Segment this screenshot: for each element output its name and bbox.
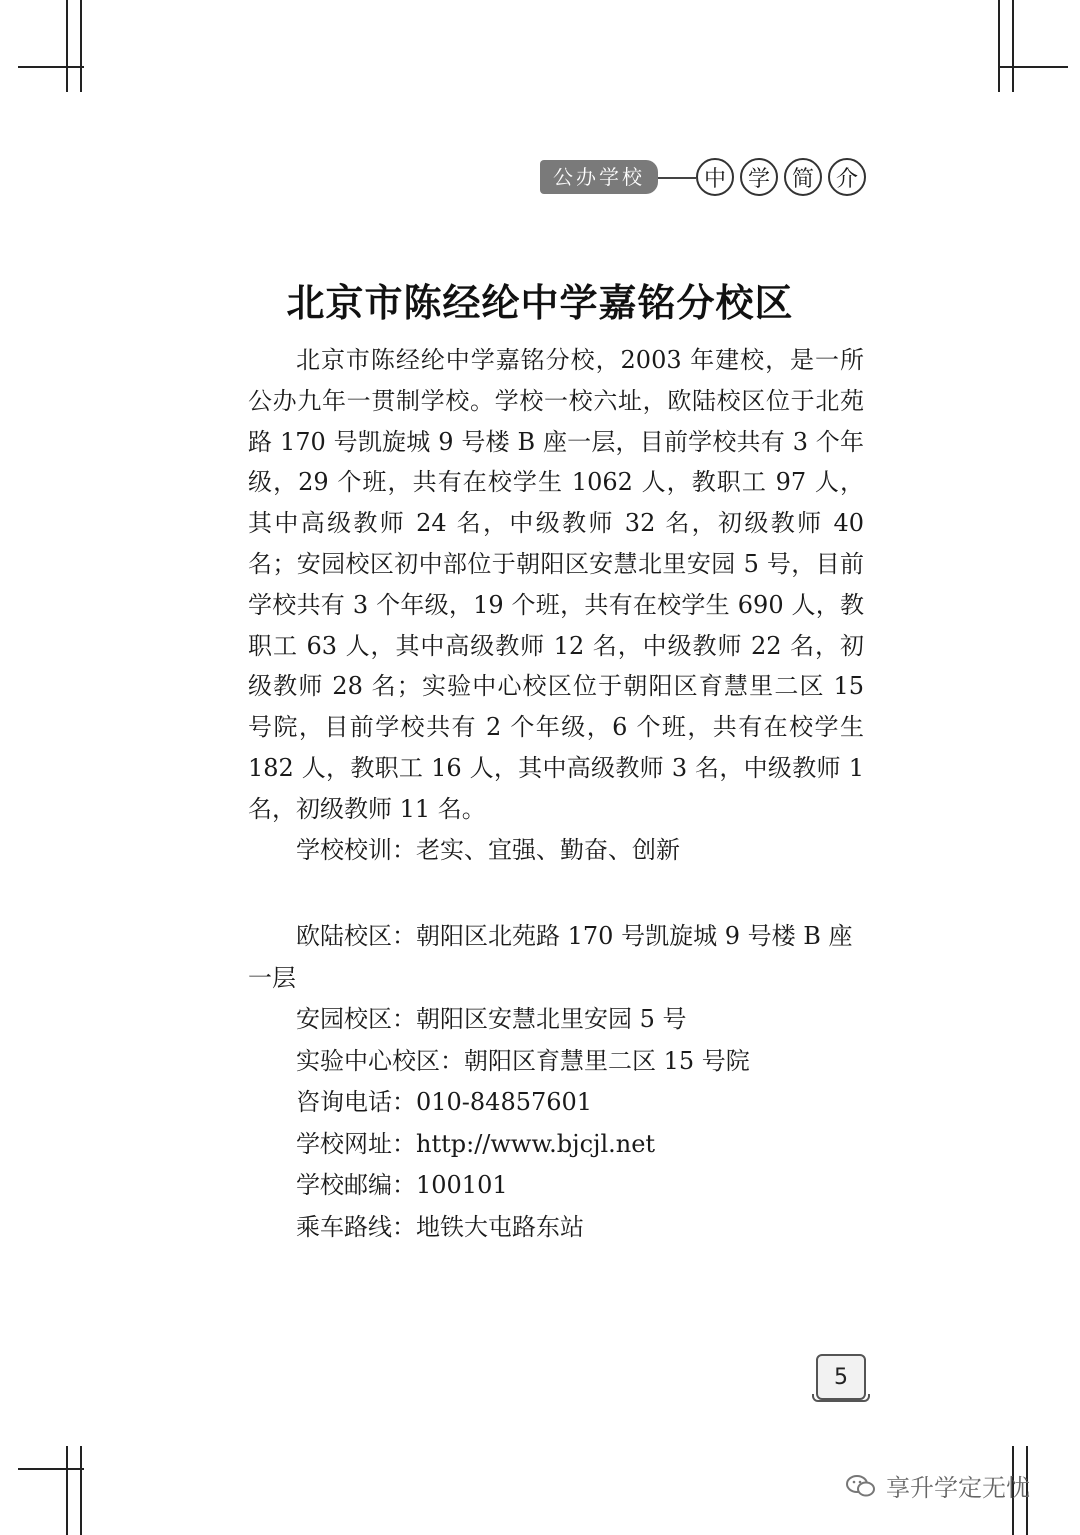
category-tag: 公办学校 [540, 160, 658, 194]
info-line: 学校网址：http://www.bjcjl.net [296, 1129, 656, 1158]
page-number: 5 [816, 1354, 866, 1400]
crop-mark [18, 66, 84, 68]
section-heading [696, 158, 866, 196]
crop-mark [66, 1446, 68, 1535]
info-line: 欧陆校区：朝阳区北苑路 170 号凯旋城 9 号楼 B 座一层 [248, 922, 853, 992]
school-motto: 学校校训：老实、宜强、勤奋、创新 [296, 835, 680, 864]
crop-mark [998, 0, 1000, 92]
page-title: 北京市陈经纶中学嘉铭分校区 [286, 281, 794, 325]
section-char: 中 [696, 158, 734, 196]
crop-mark [998, 66, 1068, 68]
wechat-icon [846, 1474, 876, 1498]
crop-mark [66, 0, 68, 92]
intro-section [248, 340, 864, 870]
section-char: 简 [784, 158, 822, 196]
watermark [846, 1468, 1030, 1503]
info-line: 咨询电话：010-84857601 [296, 1088, 593, 1116]
info-line: 安园校区：朝阳区安慧北里安园 5 号 [296, 1005, 687, 1033]
info-line: 实验中心校区：朝阳区育慧里二区 15 号院 [296, 1046, 750, 1075]
crop-mark [1012, 0, 1014, 92]
intro-paragraph: 北京市陈经纶中学嘉铭分校，2003 年建校，是一所公办九年一贯制学校。学校一校六址，欧陆校区位于北苑路 170 号凯旋城 9 号楼 B 座一层，目前学校共有 3 个年级，29 个班，共有在校学生 1062 人，教职工 97 人，其中高级教师 24 名，中级教师 32 名，初级教师 40 名；安园校区初中部位于朝阳区安慧北里安园 5 号，目前学校共有 3 个年级，19 个班，共有在校学生 690 人，教职工 63 人，其中高级教师 12 名，中级教师 22 名，初级教师 28 名；实验中心校区位于朝阳区育慧里二区 15 号院，目前学校共有 2 个年级，6 个班，共有在校学生 182 人，教职工 16 人，其中高级教师 3 名，中级教师 1 名，初级教师 11 名。 [248, 346, 864, 823]
section-char: 介 [828, 158, 866, 196]
info-line: 乘车路线：地铁大屯路东站 [296, 1212, 584, 1241]
crop-mark [80, 1446, 82, 1535]
crop-mark [18, 1468, 84, 1470]
info-line: 学校邮编：100101 [296, 1171, 508, 1199]
contact-info [248, 916, 868, 1248]
section-char: 学 [740, 158, 778, 196]
header-divider [658, 177, 696, 179]
crop-mark [80, 0, 82, 92]
book-icon [812, 1394, 870, 1402]
watermark-text: 享升学定无忧 [886, 1474, 1030, 1502]
